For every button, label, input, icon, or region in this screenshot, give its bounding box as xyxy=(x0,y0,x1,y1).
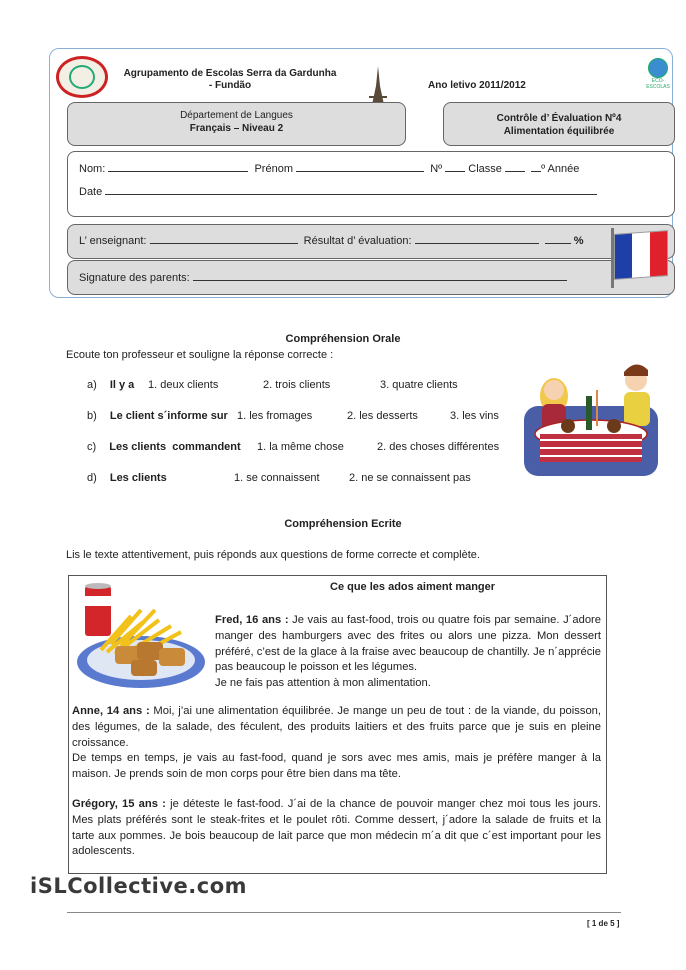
page-number: [ 1 de 5 ] xyxy=(587,919,620,928)
date-field[interactable] xyxy=(105,185,597,195)
date-label: Date xyxy=(79,186,103,198)
question-c xyxy=(87,441,500,453)
option-1[interactable]: 1. se connaissent xyxy=(234,472,320,484)
signature-label: Signature des parents: xyxy=(79,272,190,284)
percent-field[interactable] xyxy=(545,234,571,244)
teacher-field[interactable] xyxy=(150,234,298,244)
watermark: iSLCollective.com xyxy=(30,874,248,898)
option-1[interactable]: 1. les fromages xyxy=(237,410,313,422)
nom-label: Nom: xyxy=(79,163,106,175)
question-stem: Les clients commandent xyxy=(109,441,241,453)
result-label: Résultat d’ évaluation: xyxy=(303,235,412,247)
prenom-label: Prénom xyxy=(254,163,293,175)
written-section-title: Compréhension Ecrite xyxy=(284,518,402,530)
question-d xyxy=(87,472,471,484)
paragraph-fred xyxy=(215,613,601,692)
fred-text: Je vais au fast-food, trois ou quatre fois par semaine. J´adore manger des hamburgers avec des frites ou alors une pizza. Mon dessert préféré, c’est de la glace à la fraise avec beaucoup de chantilly. Je n´apprécie pas beaucoup le poisson et les légumes. xyxy=(215,614,601,674)
question-letter: d) xyxy=(87,472,97,484)
option-2[interactable]: 2. ne se connaissent pas xyxy=(349,472,471,484)
option-2[interactable]: 2. trois clients xyxy=(263,379,331,391)
percent-label: % xyxy=(573,235,584,247)
annee-field[interactable] xyxy=(531,162,541,172)
department-name: Département de Langues xyxy=(180,110,293,121)
option-1[interactable]: 1. deux clients xyxy=(148,379,219,391)
speaker-gregory: Grégory, 15 ans : xyxy=(72,798,166,810)
school-name xyxy=(110,68,350,92)
paragraph-anne xyxy=(72,704,601,783)
eco-escolas-logo xyxy=(645,58,671,90)
oral-instruction: Ecoute ton professeur et souligne la réponse correcte : xyxy=(66,349,334,361)
question-a xyxy=(87,379,458,391)
annee-label: º Année xyxy=(541,163,580,175)
signature-field[interactable] xyxy=(193,271,567,281)
fastfood-meal-illustration xyxy=(71,580,207,694)
school-logo xyxy=(56,56,108,98)
option-3[interactable]: 3. quatre clients xyxy=(380,379,458,391)
school-line-2: - Fundão xyxy=(208,80,252,91)
numero-label: Nº xyxy=(430,163,443,175)
flag-white-band xyxy=(632,232,649,277)
student-id-box xyxy=(67,151,675,217)
question-b xyxy=(87,410,499,422)
restaurant-couple-illustration xyxy=(518,356,664,482)
test-title-box xyxy=(443,102,675,146)
option-2[interactable]: 2. les desserts xyxy=(347,410,418,422)
oral-section-title: Compréhension Orale xyxy=(285,333,401,345)
question-letter: a) xyxy=(87,379,97,391)
test-number: Contrôle d’ Évaluation Nº4 xyxy=(496,113,622,124)
question-stem: Les clients xyxy=(109,472,167,484)
classe-field[interactable] xyxy=(505,162,525,172)
school-line-1: Agrupamento de Escolas Serra da Gardunha xyxy=(123,68,337,79)
question-letter: c) xyxy=(87,441,97,453)
department-box xyxy=(67,102,406,146)
school-year: Ano letivo 2011/2012 xyxy=(428,80,526,91)
result-field[interactable] xyxy=(415,234,539,244)
written-instruction: Lis le texte attentivement, puis réponds aux questions de forme correcte et complète. xyxy=(66,549,480,561)
globe-icon xyxy=(648,58,668,78)
flag-red-band xyxy=(650,231,667,276)
flag-blue-band xyxy=(615,234,632,279)
speaker-fred: Fred, 16 ans : xyxy=(215,614,289,626)
speaker-anne: Anne, 14 ans : xyxy=(72,705,150,717)
paragraph-gregory xyxy=(72,797,601,860)
anne-text: Moi, j’ai une alimentation équilibrée. Je mange un peu de tout : de la viande, du poisson, des légumes, de la salade, des féculent, des produits laitiers et des fruits parce que je suis en pleine croissance. xyxy=(72,705,601,749)
numero-field[interactable] xyxy=(445,162,465,172)
gregory-text: je déteste le fast-food. J´ai de la chance de pouvoir manger chez moi tous les jours. Mes plats préférés sont le steak-frites et le poulet rôti. Comme dessert, j´adore la salade de fruits et la tarte aux pommes. Je bois beaucoup de lait parce que mon médecin m´a dit que c´est important pour les adolescents. xyxy=(72,798,601,858)
course-level: Français – Niveau 2 xyxy=(189,123,284,134)
classe-label: Classe xyxy=(468,163,502,175)
eco-label: ECO-ESCOLAS xyxy=(646,78,670,90)
fred-last-line: Je ne fais pas attention à mon alimentation. xyxy=(215,677,431,690)
teacher-box xyxy=(67,224,675,259)
prenom-field[interactable] xyxy=(296,162,424,172)
signature-box xyxy=(67,260,675,295)
reading-title: Ce que les ados aiment manger xyxy=(330,581,496,593)
nom-field[interactable] xyxy=(108,162,248,172)
question-stem: Le client s´informe sur xyxy=(109,410,228,422)
footer-divider xyxy=(67,912,621,913)
option-3[interactable]: 3. les vins xyxy=(450,410,499,422)
option-2[interactable]: 2. des choses différentes xyxy=(377,441,500,453)
question-stem: Il y a xyxy=(109,379,135,391)
option-1[interactable]: 1. la même chose xyxy=(257,441,344,453)
teacher-label: L’ enseignant: xyxy=(79,235,147,247)
anne-text-2: De temps en temps, je vais au fast-food, quand je sors avec mes amis, mais je préfère manger à la maison. Je prends soin de mon corps pour être bien dans ma tête. xyxy=(72,752,601,781)
question-letter: b) xyxy=(87,410,97,422)
french-flag-icon xyxy=(614,230,668,280)
test-topic: Alimentation équilibrée xyxy=(503,126,615,137)
